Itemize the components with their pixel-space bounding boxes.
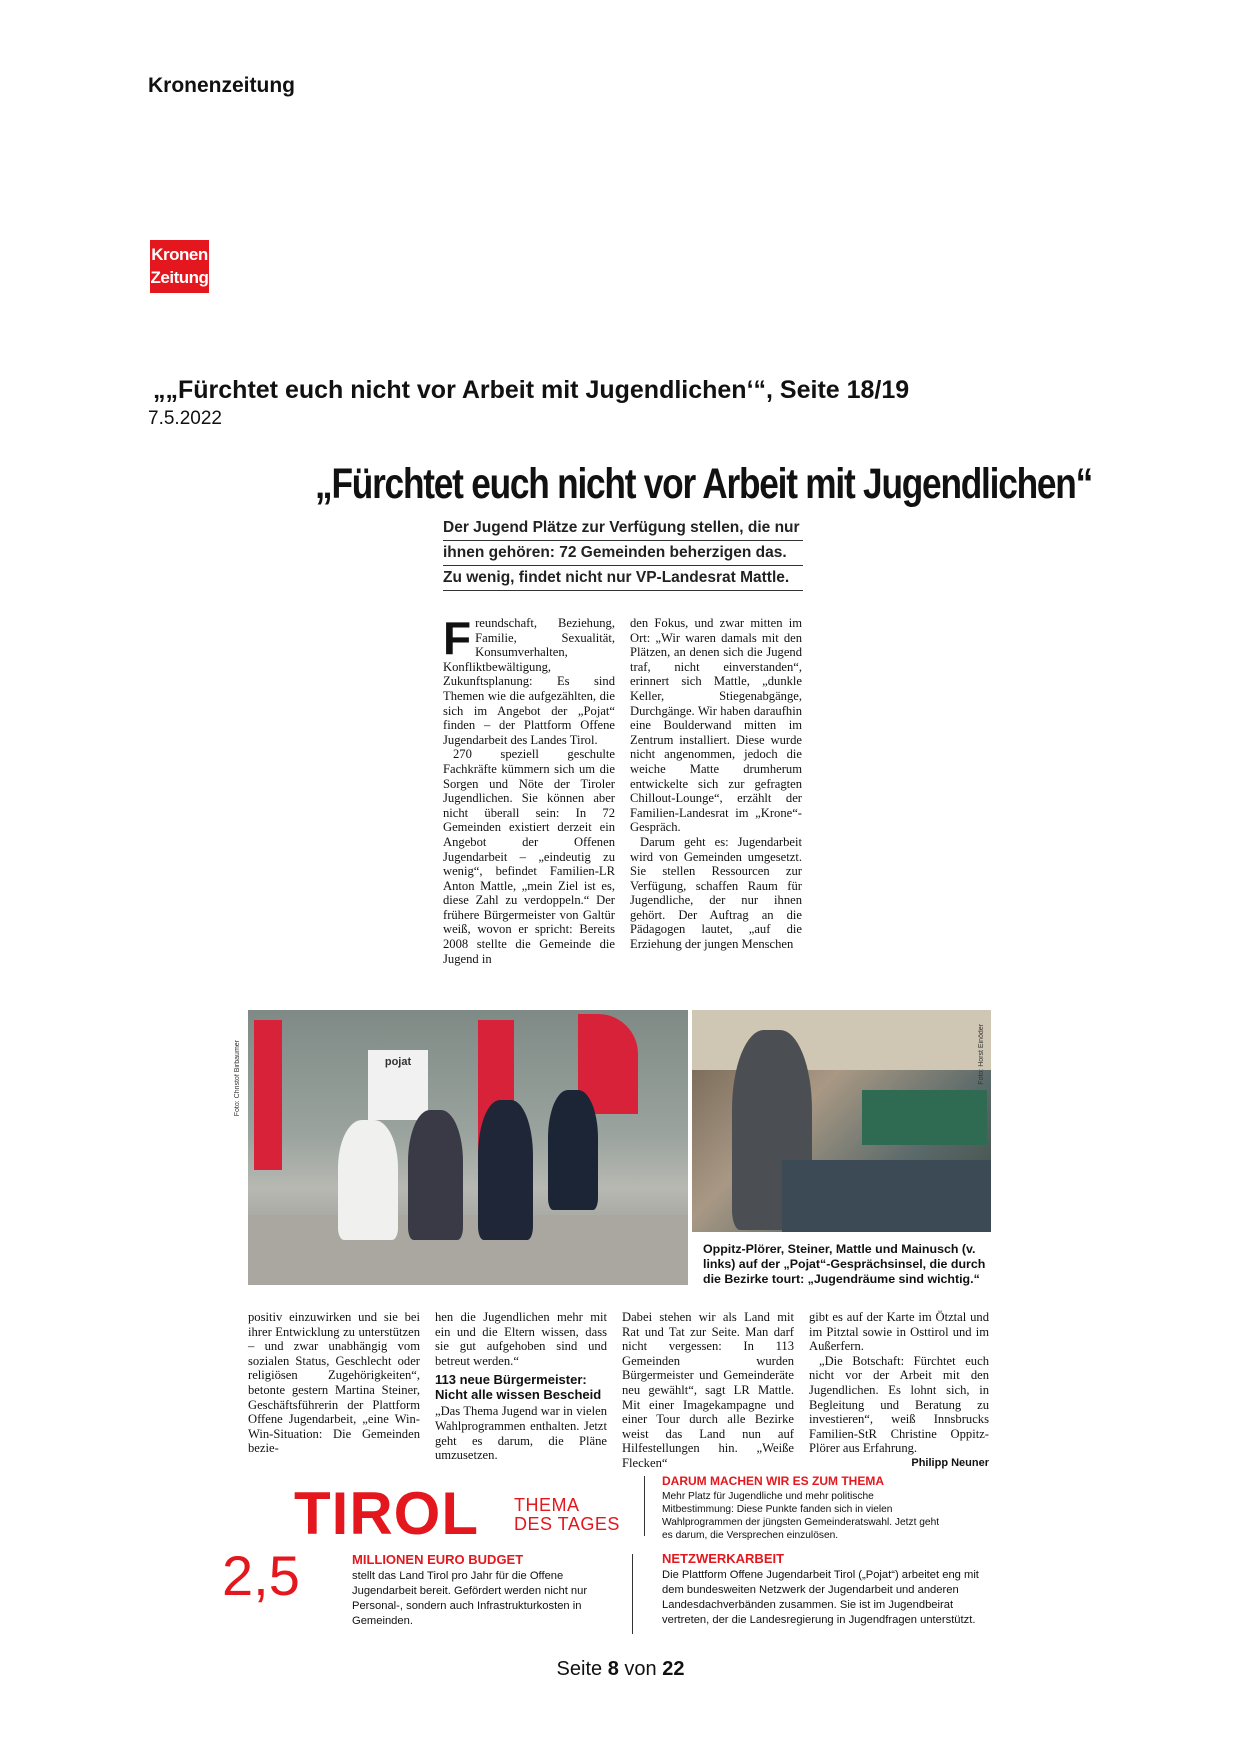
foosball-table (782, 1160, 991, 1232)
thema-des-tages (514, 1496, 620, 1534)
article-column-3 (248, 1310, 420, 1456)
subhead-line: Zu wenig, findet nicht nur VP-Landesrat Mattle. (443, 566, 803, 591)
footer-prefix: Seite (556, 1658, 603, 1680)
article-title: „Fürchtet euch nicht vor Arbeit mit Jugendlichen“ (315, 460, 1092, 508)
document-date: 7.5.2022 (148, 408, 222, 429)
pool-table (862, 1090, 987, 1145)
logo-line-2: Zeitung (150, 268, 209, 287)
kronen-zeitung-logo (150, 240, 209, 293)
author-name: Philipp Neuner (911, 1456, 989, 1469)
article-subhead (443, 516, 803, 591)
banner-flag (254, 1020, 282, 1170)
article-column-2 (630, 616, 802, 952)
paragraph: den Fokus, und zwar mitten im Ort: „Wir waren damals mit den Plätzen, an denen sich die Jugend traf, nicht einverstanden“, erinnert sich Mattle, „dunkle Keller, Stiegenabgänge, Durchgänge. Wir haben daraufhin eine Boulderwand mitten im Zentrum installiert. Diese wurde nicht angenommen, jedoch die weiche Matte drumherum entwickelte sich zur gefragten Chillout-Lounge“, erzählt der Familien-Landesrat im „Krone“-Gespräch. (630, 616, 802, 835)
paragraph: hen die Jugendlichen mehr mit ein und die Eltern wissen, dass sie gut aufgehoben sind und betreut werden.“ (435, 1310, 607, 1368)
subhead-line: ihnen gehören: 72 Gemeinden beherzigen das. (443, 541, 803, 566)
photo-pojat-discussion (234, 1010, 688, 1285)
thema-line: THEMA (514, 1495, 580, 1515)
footer-page-number: 8 (607, 1658, 619, 1680)
person (548, 1090, 598, 1210)
network-text: Die Plattform Offene Jugendarbeit Tirol („Pojat“) arbeitet eng mit dem bundesweiten Netzwerk der Jugendarbeit und anderen Landesdachverbänden zusammen. Sie ist im Jugendbeirat vertreten, der die Landesregierung in Jugendfragen unterstützt. (662, 1569, 979, 1626)
article-column-1 (443, 612, 615, 966)
divider (644, 1476, 645, 1536)
thema-line: DES TAGES (514, 1514, 620, 1534)
paragraph: gibt es auf der Karte im Ötztal und im Pitztal sowie in Osttirol und im Außerfern. (809, 1310, 989, 1354)
window-area (692, 1010, 991, 1070)
region-label: TIROL (294, 1480, 479, 1547)
why-text: Mehr Platz für Jugendliche und mehr politische Mitbestimmung: Diese Punkte fanden sich in vielen Wahlprogrammen der jüngsten Gemeinderatswahl. Jetzt geht es darum, die Versprechen einzulösen. (662, 1491, 940, 1541)
paragraph: „Das Thema Jugend war in vielen Wahlprogrammen enthalten. Jetzt geht es darum, die Pläne umzusetzen. (435, 1404, 607, 1463)
budget-title: MILLIONEN EURO BUDGET (352, 1552, 524, 1567)
article-column-6 (809, 1310, 989, 1471)
paragraph: reundschaft, Beziehung, Familie, Sexualität, Konsumverhalten, Konfliktbewältigung, Zukunftsplanung: Es sind Themen wie die aufgezählten, die sich im Angebot der „Pojat“ finden – der Plattform Offene Jugendarbeit des Landes Tirol. (443, 616, 615, 747)
footer-middle: von (624, 1658, 657, 1680)
budget-number: 2,5 (222, 1544, 300, 1607)
person (408, 1110, 463, 1240)
document-headline: „„Fürchtet euch nicht vor Arbeit mit Jugendlichen‘“, Seite 18/19 (153, 376, 910, 404)
source-label: Kronenzeitung (148, 74, 295, 97)
network-title: NETZWERKARBEIT (662, 1551, 785, 1566)
why-title: DARUM MACHEN WIR ES ZUM THEMA (662, 1474, 884, 1488)
photo-credit: Foto: Horst Einöder (978, 1024, 985, 1085)
pojat-sign: pojat (368, 1050, 428, 1120)
newspaper-clipping (222, 454, 1092, 1634)
photo-youth-center (692, 1010, 991, 1232)
subhead-line: Der Jugend Plätze zur Verfügung stellen, die nur (443, 516, 803, 541)
photo-caption: Oppitz-Plörer, Steiner, Mattle und Mainusch (v. links) auf der „Pojat“-Gesprächsinsel, die durch die Bezirke tourt: „Jugendräume sind wichtig.“ (703, 1242, 986, 1286)
paragraph: „Die Botschaft: Fürchtet euch nicht vor der Arbeit mit den Jugendlichen. Es lohnt sich, in Begleitung und Beratung zu investieren“, weiß Innsbrucks Familien-StR Christine Oppitz-Plörer aus Erfahrung. (809, 1353, 989, 1456)
paragraph: Dabei stehen wir als Land mit Rat und Tat zur Seite. Man darf nicht vergessen: In 113 Gemeinden wurden Bürgermeister und Gemeinderäte neu gewählt“, sagt LR Mattle. Mit einer Imagekampagne und einer Tour durch alle Bezirke weist das Land nun auf Hilfestellungen hin. „Weiße Flecken“ (622, 1310, 794, 1470)
paragraph: positiv einzuwirken und sie bei ihrer Entwicklung zu unterstützen – und zwar unabhängig vom sozialen Status, Geschlecht oder religiösen Zugehörigkeiten“, betonte gestern Martina Steiner, Geschäftsführerin der Plattform Offene Jugendarbeit, „eine Win-Win-Situation: Die Gemeinden bezie- (248, 1310, 420, 1456)
page-footer (0, 1658, 1241, 1681)
photo-credit: Foto: Christof Birbaumer (234, 1040, 241, 1117)
ground (248, 1215, 688, 1285)
drop-cap: F (443, 612, 472, 664)
person (478, 1100, 533, 1240)
person (338, 1120, 398, 1240)
paragraph: 270 speziell geschulte Fachkräfte kümmern sich um die Sorgen und Nöte der Tiroler Jugendlichen. Sie können aber nicht überall sein: In 72 Gemeinden existiert derzeit ein Angebot der Offenen Jugendarbeit – „eindeutig zu wenig“, befindet Familien-LR Anton Mattle, „mein Ziel ist es, diese Zahl zu verdoppeln.“ Der frühere Bürgermeister von Galtür weiß, wovon er spricht: Bereits 2008 stellte die Gemeinde die Jugend in (443, 747, 615, 966)
logo-line-1: Kronen (151, 245, 208, 264)
divider (632, 1554, 633, 1634)
sub-heading: 113 neue Bürgermeister: Nicht alle wissen Bescheid (435, 1372, 602, 1403)
article-column-5 (622, 1310, 794, 1471)
budget-text: stellt das Land Tirol pro Jahr für die Offene Jugendarbeit bereit. Gefördert werden nicht nur Personal-, sondern auch Infrastrukturkosten in Gemeinden. (352, 1570, 588, 1627)
footer-total-pages: 22 (662, 1658, 685, 1680)
article-column-4 (435, 1310, 607, 1463)
paragraph: Darum geht es: Jugendarbeit wird von Gemeinden umgesetzt. Sie stellen Ressourcen zur Verfügung, schaffen Raum für Jugendliche, der nur ihnen gehört. Der Auftrag an die Pädagogen lautet, „auf die Erziehung der jungen Menschen (630, 834, 802, 952)
